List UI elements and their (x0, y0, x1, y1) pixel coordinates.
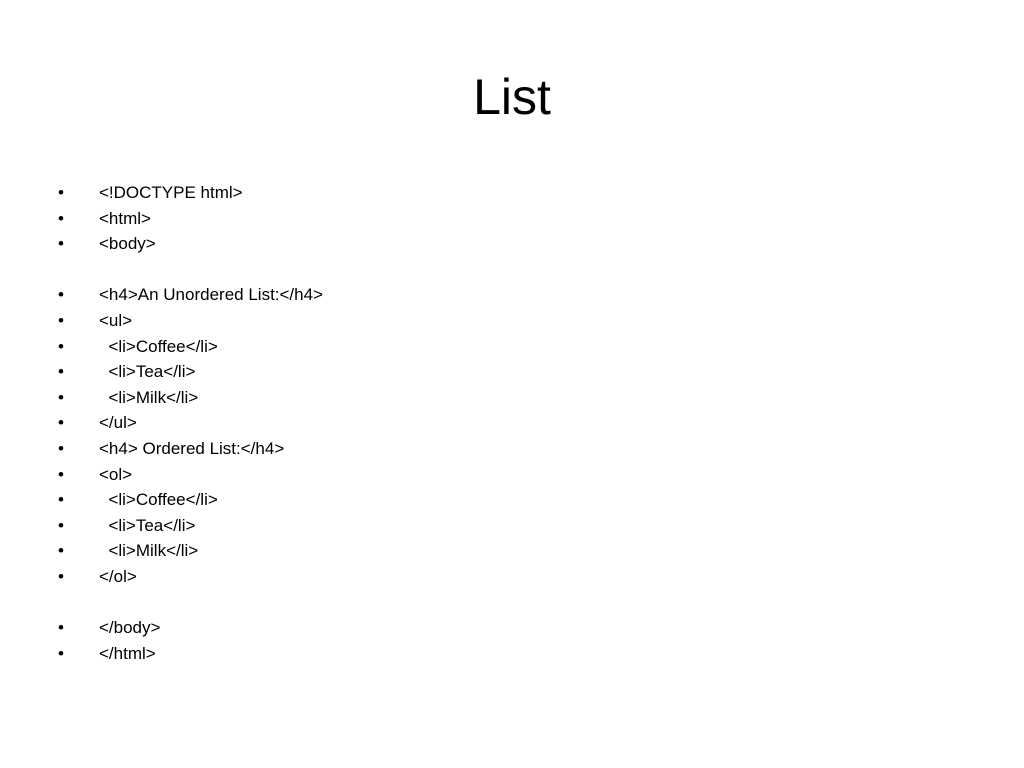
bullet-dot-icon: • (58, 464, 64, 484)
list-item-text: <li>Tea</li> (99, 362, 196, 382)
list-item (58, 282, 958, 308)
list-item-text: <ul> (99, 310, 133, 330)
list-item-text: <li>Tea</li> (99, 515, 196, 535)
bullet-dot-icon: • (58, 362, 64, 382)
bullet-dot-icon: • (58, 208, 64, 228)
list-item (58, 513, 958, 539)
list-item-text: <li>Coffee</li> (99, 490, 218, 510)
list-item (58, 180, 958, 206)
list-item (58, 538, 958, 564)
bullet-dot-icon: • (58, 643, 64, 663)
slide-title: List (473, 69, 551, 125)
bullet-dot-icon: • (58, 387, 64, 407)
list-item-text: <li>Coffee</li> (99, 336, 218, 356)
list-item-text: <h4> Ordered List:</h4> (99, 438, 285, 458)
list-item-text: </ol> (99, 566, 137, 586)
list-item-text: </ul> (99, 413, 137, 433)
list-item (58, 615, 958, 641)
list-item (58, 231, 958, 257)
bullet-dot-icon: • (58, 310, 64, 330)
list-item-text: <li>Milk</li> (99, 541, 199, 561)
bullet-dot-icon: • (58, 336, 64, 356)
list-item (58, 564, 958, 590)
list-item (58, 206, 958, 232)
list-item (58, 487, 958, 513)
bullet-dot-icon: • (58, 438, 64, 458)
bullet-list (58, 180, 958, 666)
list-item (58, 385, 958, 411)
list-item (58, 334, 958, 360)
bullet-dot-icon: • (58, 566, 64, 586)
bullet-dot-icon: • (58, 183, 64, 202)
list-item-text: <!DOCTYPE html> (99, 183, 243, 202)
list-item-text: <h4>An Unordered List:</h4> (99, 285, 323, 305)
list-item-text: <li>Milk</li> (99, 387, 199, 407)
bullet-dot-icon: • (58, 618, 64, 638)
list-item-text: </body> (99, 618, 161, 638)
bullet-dot-icon: • (58, 541, 64, 561)
bullet-dot-icon: • (58, 515, 64, 535)
list-item (58, 462, 958, 488)
list-item (58, 641, 958, 667)
list-item (58, 436, 958, 462)
bullet-dot-icon: • (58, 285, 64, 305)
list-item (58, 410, 958, 436)
list-item (58, 359, 958, 385)
list-item (58, 308, 958, 334)
list-item-text: <ol> (99, 464, 133, 484)
bullet-dot-icon: • (58, 234, 64, 254)
bullet-dot-icon: • (58, 413, 64, 433)
list-item-text: <html> (99, 208, 151, 228)
bullet-dot-icon: • (58, 490, 64, 510)
list-item-text: </html> (99, 643, 156, 663)
list-item-text: <body> (99, 234, 156, 254)
